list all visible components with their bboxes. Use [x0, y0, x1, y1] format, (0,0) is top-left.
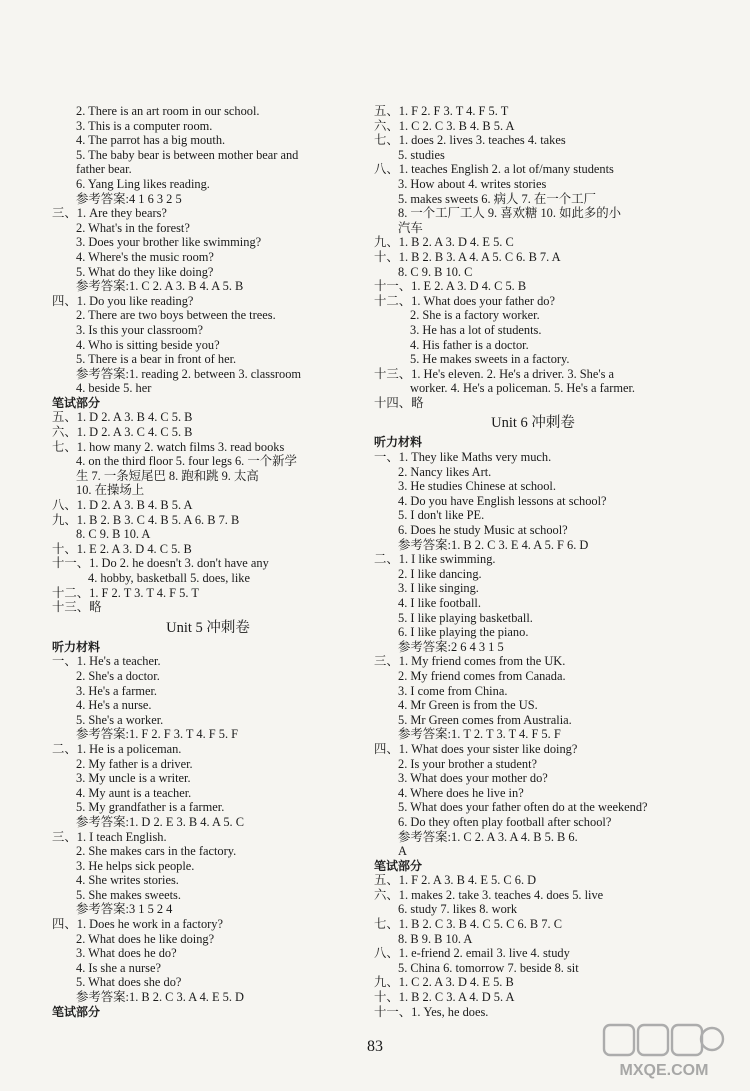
answer-line: 3. What does he do?	[76, 946, 177, 961]
answer-line: 4. Where does he live in?	[398, 785, 524, 800]
answer-line: 6. I like playing the piano.	[398, 625, 529, 640]
answer-line: 5. China 6. tomorrow 7. beside 8. sit	[398, 960, 579, 975]
answer-line: 4. He's a nurse.	[76, 698, 152, 713]
answer-line: 十三、略	[52, 600, 102, 615]
section-heading: 笔试部分	[52, 395, 101, 410]
answer-line: 参考答案:1. reading 2. between 3. classroom	[76, 366, 302, 381]
answer-line: 三、1. My friend comes from the UK.	[374, 654, 566, 669]
answer-line: 5. She's a worker.	[76, 712, 164, 727]
answer-line: 2. Nancy likes Art.	[398, 464, 492, 479]
answer-line: 十一、1. Yes, he does.	[374, 1004, 489, 1019]
answer-line: 十一、1. E 2. A 3. D 4. C 5. B	[374, 279, 527, 294]
section-heading: 笔试部分	[52, 1004, 101, 1019]
answer-line: 2. Is your brother a student?	[398, 756, 538, 771]
answer-line: 3. He has a lot of students.	[410, 322, 542, 337]
answer-line: 4. hobby, basketball 5. does, like	[88, 571, 250, 585]
answer-line: 六、1. C 2. C 3. B 4. B 5. A	[374, 118, 515, 133]
answer-line: 10. 在操场上	[76, 483, 145, 498]
answer-line: 七、1. does 2. lives 3. teaches 4. takes	[374, 133, 566, 148]
answer-line: 8. B 9. B 10. A	[398, 931, 473, 946]
answer-line: 5. makes sweets 6. 病人 7. 在一个工厂	[398, 191, 596, 206]
answer-line: 5. Mr Green comes from Australia.	[398, 712, 572, 727]
answer-line: 五、1. F 2. A 3. B 4. E 5. C 6. D	[374, 873, 537, 888]
right-column	[374, 104, 692, 1019]
answer-line: 七、1. B 2. C 3. B 4. C 5. C 6. B 7. C	[374, 917, 562, 932]
answer-line: 3. How about 4. writes stories	[398, 176, 547, 191]
answer-line: 参考答案:1. F 2. F 3. T 4. F 5. F	[76, 727, 239, 742]
answer-line: 5. What does your father often do at the weekend?	[398, 800, 648, 815]
answer-line: 6. study 7. likes 8. work	[398, 902, 518, 917]
answer-line: 4. Do you have English lessons at school?	[398, 493, 607, 508]
answer-line: 5. She makes sweets.	[76, 887, 181, 902]
answer-line: 5. studies	[398, 147, 445, 162]
answer-line: 十、1. E 2. A 3. D 4. C 5. B	[52, 541, 192, 556]
answer-line: 6. Does he study Music at school?	[398, 523, 568, 538]
answer-line: 8. C 9. B 10. C	[398, 264, 473, 279]
answer-line: 九、1. C 2. A 3. D 4. E 5. B	[374, 975, 514, 990]
answer-line: 九、1. B 2. A 3. D 4. E 5. C	[374, 235, 514, 250]
answer-line: A	[398, 844, 407, 859]
answer-line: 2. She is a factory worker.	[410, 308, 540, 323]
answer-line: 4. His father is a doctor.	[410, 337, 529, 352]
answer-line: father bear.	[76, 162, 132, 177]
answer-line: 一、1. They like Maths very much.	[374, 450, 552, 465]
answer-line: 六、1. makes 2. take 3. teaches 4. does 5. live	[374, 887, 604, 902]
answer-line: 8. 一个工厂工人 9. 喜欢糖 10. 如此多的小	[398, 206, 622, 221]
watermark-text: MXQE.COM	[619, 1062, 709, 1079]
section-heading: 听力材料	[374, 435, 423, 450]
answer-line: 3. He studies Chinese at school.	[398, 479, 556, 494]
answer-line: 4. on the third floor 5. four legs 6. 一个新学	[76, 454, 297, 469]
answer-line: 十三、1. He's eleven. 2. He's a driver. 3. She's a	[374, 366, 615, 381]
answer-line: 8. C 9. B 10. A	[76, 527, 151, 542]
answer-line: 参考答案:4 1 6 3 2 5	[76, 191, 182, 206]
answer-line: 3. What does your mother do?	[398, 771, 548, 786]
watermark-logo	[600, 1021, 728, 1081]
answer-line: 二、1. I like swimming.	[374, 552, 496, 567]
answer-line: 一、1. He's a teacher.	[52, 654, 161, 669]
answer-line: 4. My aunt is a teacher.	[76, 785, 192, 800]
answer-line: 4. Is she a nurse?	[76, 960, 161, 975]
answer-line: 4. beside 5. her	[76, 381, 152, 396]
answer-line: 5. The baby bear is between mother bear and	[76, 147, 299, 162]
answer-line: 3. I come from China.	[398, 683, 508, 698]
page-number: 83	[367, 1038, 383, 1055]
answer-line: 2. What's in the forest?	[76, 220, 190, 235]
answer-line: 六、1. D 2. A 3. C 4. C 5. B	[52, 425, 193, 440]
answer-line: 6. Yang Ling likes reading.	[76, 176, 210, 191]
answer-line: 十一、1. Do 2. he doesn't 3. don't have any	[52, 556, 269, 571]
answer-line: 4. Where's the music room?	[76, 249, 214, 264]
answer-line: 2. I like dancing.	[398, 566, 482, 581]
answer-line: 二、1. He is a policeman.	[52, 741, 182, 756]
answer-line: 十二、1. F 2. T 3. T 4. F 5. T	[52, 585, 199, 600]
answer-line: 九、1. B 2. B 3. C 4. B 5. A 6. B 7. B	[52, 512, 240, 527]
answer-line: 3. Does your brother like swimming?	[76, 235, 262, 250]
answer-line: 五、1. D 2. A 3. B 4. C 5. B	[52, 410, 193, 425]
answer-line: 四、1. Do you like reading?	[52, 293, 194, 308]
answer-line: 2. There is an art room in our school.	[76, 104, 260, 118]
answer-line: 2. There are two boys between the trees.	[76, 308, 276, 323]
answer-line: 参考答案:1. T 2. T 3. T 4. F 5. F	[398, 727, 561, 742]
answer-line: 5. My grandfather is a farmer.	[76, 800, 225, 815]
unit-heading: Unit 6 冲刺卷	[491, 415, 575, 432]
answer-line: 参考答案:3 1 5 2 4	[76, 902, 173, 917]
answer-line: 十四、略	[374, 395, 424, 410]
answer-line: 5. What does she do?	[76, 975, 182, 990]
answer-line: 四、1. Does he work in a factory?	[52, 917, 224, 932]
answer-line: 5. There is a bear in front of her.	[76, 352, 237, 367]
answer-line: 2. She's a doctor.	[76, 668, 160, 683]
answer-line: 4. The parrot has a big mouth.	[76, 133, 226, 148]
answer-line: 4. Mr Green is from the US.	[398, 698, 538, 713]
unit-heading: Unit 5 冲刺卷	[166, 619, 250, 636]
answer-line: 3. Is this your classroom?	[76, 322, 203, 337]
answer-line: 十、1. B 2. B 3. A 4. A 5. C 6. B 7. A	[374, 249, 561, 264]
answer-line: worker. 4. He's a policeman. 5. He's a farmer.	[410, 381, 636, 396]
left-column	[52, 104, 364, 1019]
answer-line: 2. My father is a driver.	[76, 756, 193, 771]
answer-line: 八、1. D 2. A 3. B 4. B 5. A	[52, 498, 193, 513]
answer-line: 6. Do they often play football after school?	[398, 814, 612, 829]
answer-line: 八、1. teaches English 2. a lot of/many students	[374, 162, 614, 177]
answer-line: 三、1. Are they bears?	[52, 206, 167, 221]
section-heading: 听力材料	[52, 639, 101, 654]
answer-line: 十二、1. What does your father do?	[374, 293, 555, 308]
answer-line: 生 7. 一条短尾巴 8. 跑和跳 9. 太高	[76, 468, 259, 483]
answer-line: 4. She writes stories.	[76, 873, 179, 888]
answer-line: 2. My friend comes from Canada.	[398, 668, 566, 683]
answer-line: 5. I like playing basketball.	[398, 610, 533, 625]
answer-line: 5. What do they like doing?	[76, 264, 214, 279]
section-heading: 笔试部分	[374, 858, 423, 873]
answer-line: 参考答案:2 6 4 3 1 5	[398, 639, 504, 654]
answer-line: 参考答案:1. B 2. C 3. E 4. A 5. F 6. D	[398, 537, 589, 552]
answer-line: 3. My uncle is a writer.	[76, 771, 191, 786]
answer-line: 参考答案:1. C 2. A 3. A 4. B 5. B 6.	[398, 829, 578, 844]
answer-line: 汽车	[398, 220, 423, 235]
answer-line: 5. He makes sweets in a factory.	[410, 352, 570, 367]
answer-line: 参考答案:1. C 2. A 3. B 4. A 5. B	[76, 279, 244, 294]
answer-line: 十、1. B 2. C 3. A 4. D 5. A	[374, 990, 515, 1005]
answer-line: 八、1. e-friend 2. email 3. live 4. study	[374, 946, 570, 961]
answer-line: 参考答案:1. B 2. C 3. A 4. E 5. D	[76, 990, 244, 1005]
answer-line: 七、1. how many 2. watch films 3. read books	[52, 439, 285, 454]
answer-line: 3. This is a computer room.	[76, 118, 213, 133]
answer-line: 3. He helps sick people.	[76, 858, 195, 873]
answer-line: 3. I like singing.	[398, 581, 479, 596]
answer-line: 3. He's a farmer.	[76, 683, 158, 698]
answer-line: 4. I like football.	[398, 596, 481, 610]
answer-line: 5. I don't like PE.	[398, 508, 485, 523]
answer-line: 参考答案:1. D 2. E 3. B 4. A 5. C	[76, 814, 244, 829]
answer-line: 五、1. F 2. F 3. T 4. F 5. T	[374, 104, 509, 118]
answer-line: 2. What does he like doing?	[76, 931, 215, 946]
answer-line: 四、1. What does your sister like doing?	[374, 741, 578, 756]
answer-line: 2. She makes cars in the factory.	[76, 844, 237, 859]
answer-line: 三、1. I teach English.	[52, 829, 167, 844]
answer-line: 4. Who is sitting beside you?	[76, 337, 220, 352]
